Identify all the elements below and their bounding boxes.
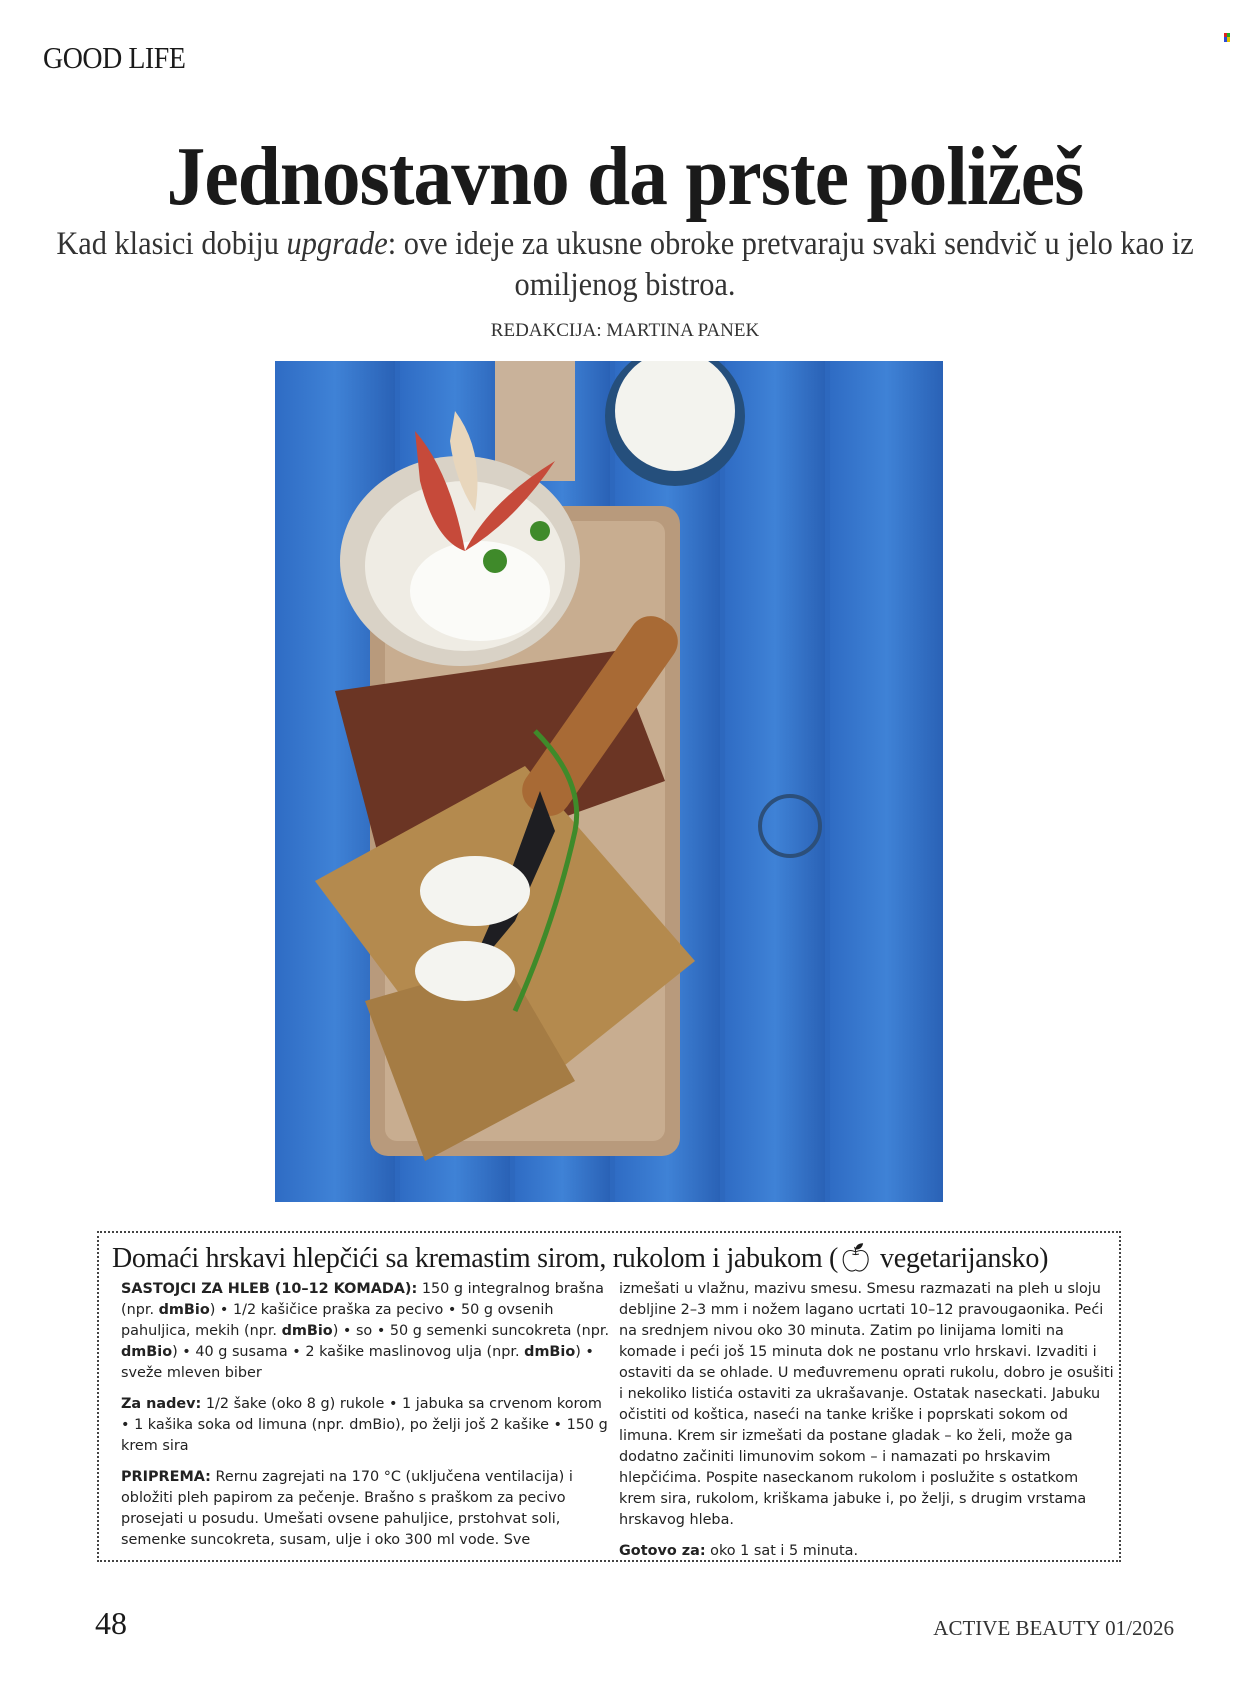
subtitle-text-end: : ove ideje za ukusne obroke pretvaraju svaki sendvič u jelo kao iz omiljenog bistroa. [387, 226, 1194, 303]
prep-label: PRIPREMA: [121, 1469, 211, 1485]
issue-label: ACTIVE BEAUTY 01/2026 [933, 1616, 1174, 1640]
time-label: Gotovo za: [619, 1543, 706, 1559]
byline: REDAKCIJA: MARTINA PANEK [490, 320, 760, 341]
filling-text: 1/2 šake (oko 8 g) rukole • 1 jabuka sa crvenom korom • 1 kašika soka od limuna (npr. dmBio), po želji još 2 kašike • 150 g krem sira [121, 1396, 608, 1454]
recipe-box [97, 1231, 1121, 1562]
ingredients-text: 150 g integralnog brašna (npr. [121, 1281, 604, 1318]
subtitle-text: Kad klasici dobiju [56, 226, 287, 262]
recipe-column-left [121, 1279, 611, 1561]
brand: dmBio [281, 1323, 333, 1339]
brand: dmBio [121, 1344, 173, 1360]
section-label: GOOD LIFE [43, 40, 186, 75]
recipe-tag: vegetarijansko) [873, 1243, 1049, 1274]
ingredients [121, 1279, 611, 1384]
page-number: 48 [95, 1605, 127, 1641]
food-photo [275, 361, 943, 1202]
recipe-column-right [619, 1279, 1114, 1572]
subtitle-italic: upgrade [286, 226, 388, 262]
article-title: Jednostavno da prste poližeš [166, 130, 1084, 223]
ingredients-label: SASTOJCI ZA HLEB (10–12 KOMADA): [121, 1281, 418, 1297]
time-text: oko 1 sat i 5 minuta. [705, 1543, 859, 1559]
ingredients-text: ) • 40 g susama • 2 kašike maslinovog ulja (npr. [172, 1344, 525, 1360]
recipe-title [112, 1241, 1048, 1275]
brand: dmBio [158, 1302, 210, 1318]
preparation [121, 1467, 611, 1551]
ingredients-text: ) • sveže mleven biber [121, 1344, 594, 1381]
prep-text: Rernu zagrejati na 170 °C (uključena ventilacija) i obložiti pleh papirom za pečenje. Brašno s praškom za pecivo prosejati u posudu. Umešati ovsene pahuljice, prstohvat soli, semenke suncokreta, susam, ulje i oko 300 ml vode. Sve [121, 1469, 573, 1548]
recipe-title-text: Domaći hrskavi hlepčići sa kremastim sirom, rukolom i jabukom ( [112, 1243, 839, 1274]
ingredients-text: ) • so • 50 g semenki suncokreta (npr. [332, 1323, 610, 1339]
article-subtitle [50, 224, 1200, 306]
filling-label: Za nadev: [121, 1396, 202, 1412]
prep-text-continued: izmešati u vlažnu, mazivu smesu. Smesu razmazati na pleh u sloju debljine 2–3 mm i nožem lagano ucrtati 10–12 pravougaonika. Peći na srednjem nivou oko 30 minuta. Zatim po linijama lomiti na komade i peći još 15 minuta dok ne postanu vrlo hrskavi. Izvaditi i ostaviti da se ohlade. U međuvremenu oprati rukolu, dobro je osušiti i nekoliko listića ostaviti za ukrašavanje. Ostatak naseckati. Jabuku očistiti od koštica, naseći na tanke kriške i poprskati sokom od limuna. Krem sir izmešati da postane gladak – ko želi, može ga dodatno začiniti limunovim sokom – i namazati po hrskavim hlepčićima. Pospite naseckanom rukolom i poslužite s ostatkom krem sira, rukolom, kriškama jabuke i, po želji, s drugim vrstama hrskavog hleba. [619, 1281, 1114, 1528]
apple-icon: 🍏︎ [838, 1243, 874, 1274]
time [619, 1541, 1114, 1562]
brand: dmBio [524, 1344, 576, 1360]
filling [121, 1394, 611, 1457]
color-registration-mark [1224, 33, 1230, 42]
ingredients-text: ) • 1/2 kašičice praška za pecivo • 50 g ovsenih pahuljica, mekih (npr. [121, 1302, 554, 1339]
